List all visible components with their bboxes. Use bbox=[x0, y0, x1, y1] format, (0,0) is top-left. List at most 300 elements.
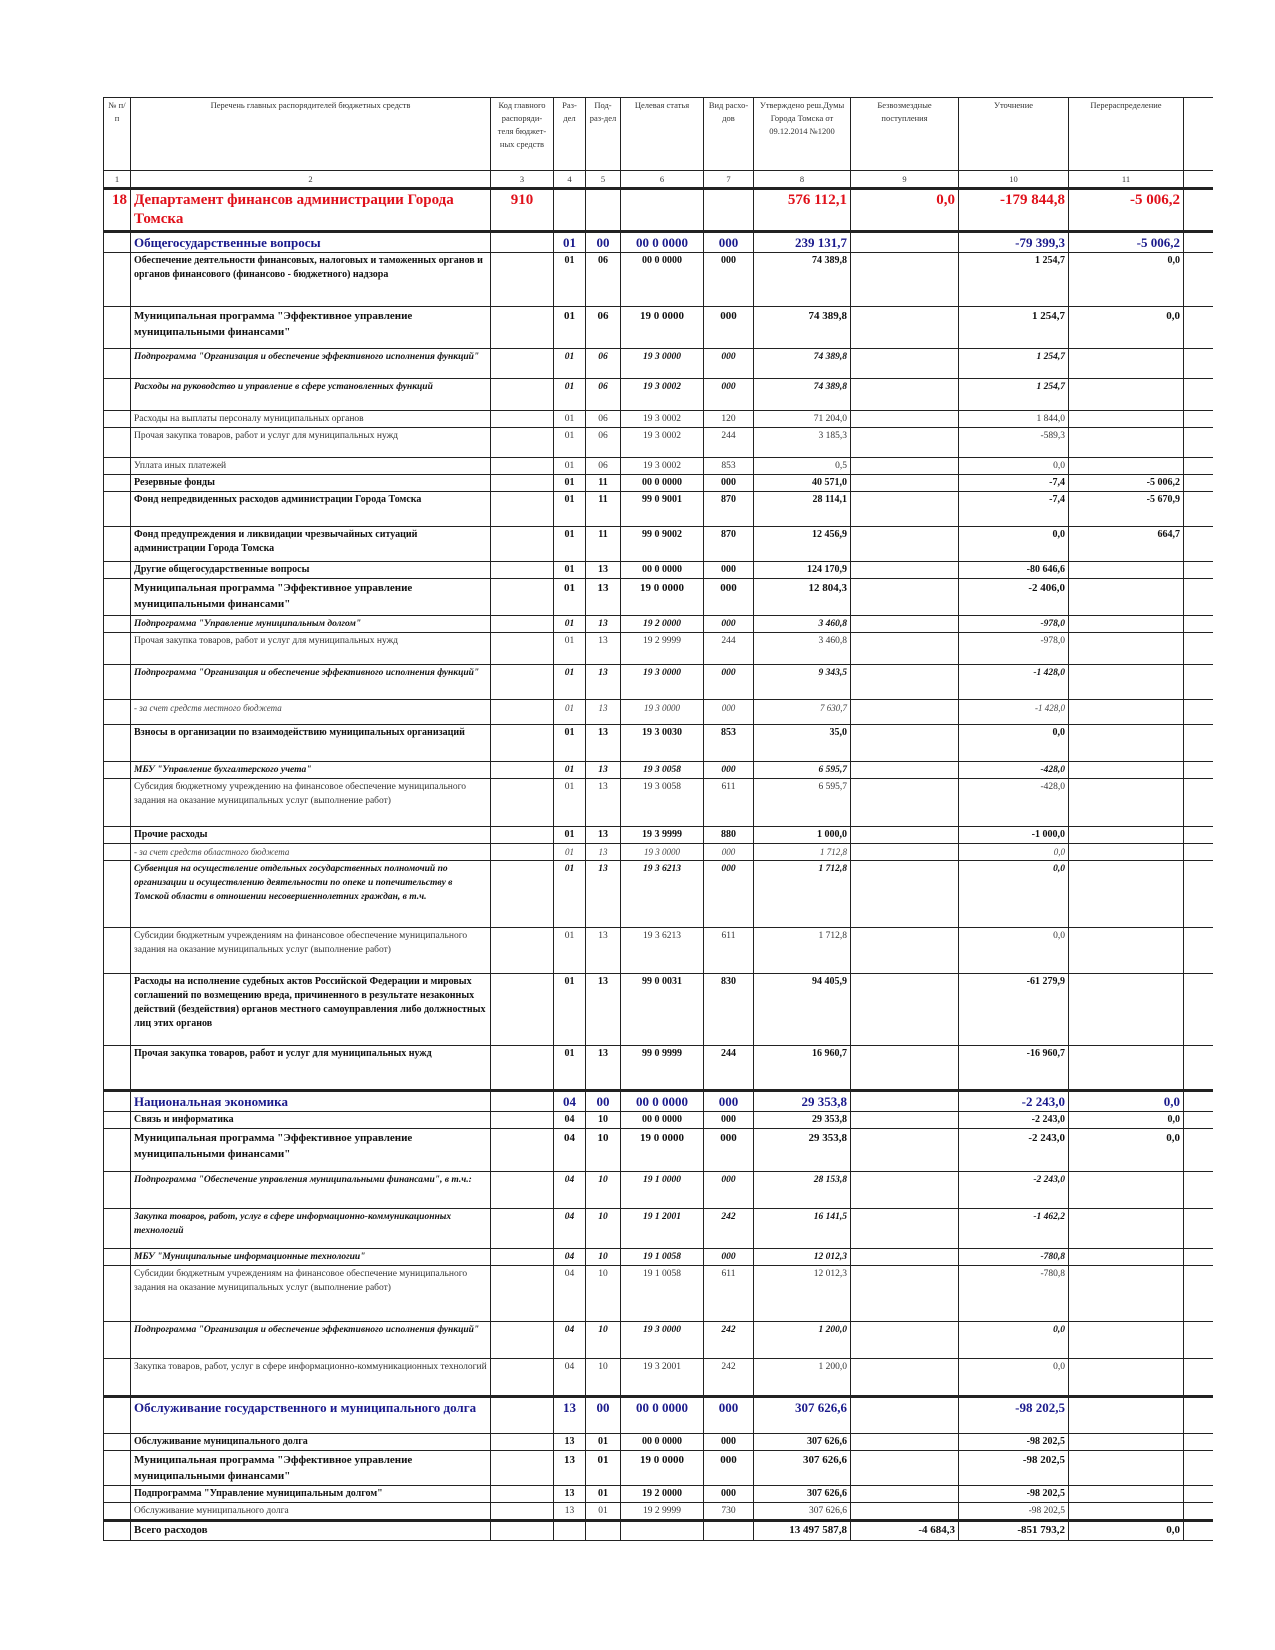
target-article: 19 1 0058 bbox=[621, 1266, 704, 1322]
truncated-column-cell bbox=[1184, 253, 1213, 307]
redistribution-amount bbox=[1069, 1249, 1184, 1266]
expense-type: 000 bbox=[704, 253, 754, 307]
column-header bbox=[1184, 98, 1213, 171]
target-article: 00 0 0000 bbox=[621, 232, 704, 253]
adjustment-amount: -61 279,9 bbox=[959, 974, 1069, 1046]
adjustment-amount: -7,4 bbox=[959, 475, 1069, 492]
admin-code bbox=[491, 762, 554, 779]
subsection-code: 13 bbox=[586, 827, 621, 844]
grant-receipts bbox=[851, 1486, 959, 1503]
table-body bbox=[104, 189, 1213, 1541]
target-article: 19 3 0002 bbox=[621, 379, 704, 411]
row-number bbox=[104, 1521, 131, 1541]
approved-amount: 28 153,8 bbox=[754, 1172, 851, 1209]
table-row bbox=[104, 665, 1213, 700]
table-row bbox=[104, 1359, 1213, 1397]
approved-amount: 74 389,8 bbox=[754, 379, 851, 411]
subsection-code: 11 bbox=[586, 527, 621, 562]
grant-receipts bbox=[851, 665, 959, 700]
truncated-column-cell bbox=[1184, 307, 1213, 349]
table-row bbox=[104, 633, 1213, 665]
section-code: 01 bbox=[554, 232, 586, 253]
table-row bbox=[104, 428, 1213, 458]
admin-code bbox=[491, 232, 554, 253]
target-article: 19 2 9999 bbox=[621, 1503, 704, 1521]
section-code: 01 bbox=[554, 579, 586, 616]
section-code: 01 bbox=[554, 762, 586, 779]
truncated-column-cell bbox=[1184, 527, 1213, 562]
row-name: Расходы на руководство и управление в сфере установленных функций bbox=[131, 379, 491, 411]
adjustment-amount: -7,4 bbox=[959, 492, 1069, 527]
approved-amount: 71 204,0 bbox=[754, 411, 851, 428]
column-number: 10 bbox=[959, 171, 1069, 189]
admin-code bbox=[491, 616, 554, 633]
truncated-column-cell bbox=[1184, 974, 1213, 1046]
redistribution-amount bbox=[1069, 844, 1184, 861]
redistribution-amount bbox=[1069, 1486, 1184, 1503]
redistribution-amount bbox=[1069, 779, 1184, 827]
section-code: 04 bbox=[554, 1172, 586, 1209]
section-code: 01 bbox=[554, 562, 586, 579]
redistribution-amount: -5 006,2 bbox=[1069, 189, 1184, 232]
column-header: Целевая статья bbox=[621, 98, 704, 171]
admin-code: 910 bbox=[491, 189, 554, 232]
row-number bbox=[104, 1091, 131, 1112]
row-number bbox=[104, 1451, 131, 1486]
budget-table bbox=[103, 97, 1213, 1541]
row-name: Закупка товаров, работ, услуг в сфере информационно-коммуникационных технологий bbox=[131, 1209, 491, 1249]
truncated-column-cell bbox=[1184, 428, 1213, 458]
expense-type: 244 bbox=[704, 633, 754, 665]
admin-code bbox=[491, 1359, 554, 1397]
row-name: Подпрограмма "Организация и обеспечение эффективного исполнения функций" bbox=[131, 349, 491, 379]
grant-receipts bbox=[851, 1172, 959, 1209]
expense-type: 000 bbox=[704, 1397, 754, 1434]
target-article: 19 0 0000 bbox=[621, 307, 704, 349]
expense-type: 880 bbox=[704, 827, 754, 844]
redistribution-amount bbox=[1069, 349, 1184, 379]
expense-type: 000 bbox=[704, 762, 754, 779]
section-code: 01 bbox=[554, 411, 586, 428]
row-name: Департамент финансов администрации Города Томска bbox=[131, 189, 491, 232]
truncated-column-cell bbox=[1184, 616, 1213, 633]
truncated-column-cell bbox=[1184, 1112, 1213, 1129]
expense-type: 000 bbox=[704, 665, 754, 700]
target-article: 19 2 9999 bbox=[621, 633, 704, 665]
table-row bbox=[104, 844, 1213, 861]
truncated-column-cell bbox=[1184, 1172, 1213, 1209]
row-name: Подпрограмма "Управление муниципальным долгом" bbox=[131, 1486, 491, 1503]
approved-amount: 94 405,9 bbox=[754, 974, 851, 1046]
row-name: Общегосударственные вопросы bbox=[131, 232, 491, 253]
adjustment-amount: -2 243,0 bbox=[959, 1091, 1069, 1112]
row-name: Национальная экономика bbox=[131, 1091, 491, 1112]
expense-type: 000 bbox=[704, 307, 754, 349]
target-article: 19 3 9999 bbox=[621, 827, 704, 844]
subsection-code bbox=[586, 189, 621, 232]
row-number bbox=[104, 1359, 131, 1397]
subsection-code bbox=[586, 1521, 621, 1541]
truncated-column-cell bbox=[1184, 1434, 1213, 1451]
truncated-column-cell bbox=[1184, 475, 1213, 492]
subsection-code: 13 bbox=[586, 779, 621, 827]
redistribution-amount bbox=[1069, 379, 1184, 411]
admin-code bbox=[491, 307, 554, 349]
row-number bbox=[104, 779, 131, 827]
grant-receipts bbox=[851, 253, 959, 307]
adjustment-amount: -428,0 bbox=[959, 762, 1069, 779]
table-row bbox=[104, 349, 1213, 379]
grant-receipts bbox=[851, 974, 959, 1046]
adjustment-amount: -179 844,8 bbox=[959, 189, 1069, 232]
table-row bbox=[104, 1172, 1213, 1209]
column-number: 9 bbox=[851, 171, 959, 189]
grant-receipts bbox=[851, 1129, 959, 1172]
expense-type: 870 bbox=[704, 527, 754, 562]
subsection-code: 06 bbox=[586, 428, 621, 458]
subsection-code: 13 bbox=[586, 562, 621, 579]
adjustment-amount: -780,8 bbox=[959, 1266, 1069, 1322]
row-name: Другие общегосударственные вопросы bbox=[131, 562, 491, 579]
row-number: 18 bbox=[104, 189, 131, 232]
adjustment-amount: -2 243,0 bbox=[959, 1112, 1069, 1129]
redistribution-amount bbox=[1069, 665, 1184, 700]
target-article: 00 0 0000 bbox=[621, 1397, 704, 1434]
row-number bbox=[104, 1172, 131, 1209]
subsection-code: 13 bbox=[586, 1046, 621, 1091]
grant-receipts bbox=[851, 1503, 959, 1521]
grant-receipts bbox=[851, 779, 959, 827]
truncated-column-cell bbox=[1184, 1521, 1213, 1541]
row-name: Субсидии бюджетным учреждениям на финансовое обеспечение муниципального задания на оказание муниципальных услуг (выполнение работ) bbox=[131, 1266, 491, 1322]
approved-amount: 29 353,8 bbox=[754, 1091, 851, 1112]
subsection-code: 06 bbox=[586, 458, 621, 475]
approved-amount: 9 343,5 bbox=[754, 665, 851, 700]
section-code: 01 bbox=[554, 779, 586, 827]
row-number bbox=[104, 349, 131, 379]
truncated-column-cell bbox=[1184, 1249, 1213, 1266]
admin-code bbox=[491, 527, 554, 562]
row-name: Фонд предупреждения и ликвидации чрезвычайных ситуаций администрации Города Томска bbox=[131, 527, 491, 562]
column-number: 3 bbox=[491, 171, 554, 189]
adjustment-amount: -1 000,0 bbox=[959, 827, 1069, 844]
approved-amount: 74 389,8 bbox=[754, 307, 851, 349]
target-article: 19 3 0002 bbox=[621, 411, 704, 428]
approved-amount: 239 131,7 bbox=[754, 232, 851, 253]
admin-code bbox=[491, 1129, 554, 1172]
expense-type: 000 bbox=[704, 1172, 754, 1209]
target-article: 00 0 0000 bbox=[621, 475, 704, 492]
grant-receipts bbox=[851, 700, 959, 725]
truncated-column-cell bbox=[1184, 844, 1213, 861]
row-number bbox=[104, 1503, 131, 1521]
grant-receipts bbox=[851, 844, 959, 861]
adjustment-amount: -2 406,0 bbox=[959, 579, 1069, 616]
target-article: 99 0 9001 bbox=[621, 492, 704, 527]
grant-receipts bbox=[851, 1046, 959, 1091]
row-number bbox=[104, 458, 131, 475]
expense-type: 000 bbox=[704, 1451, 754, 1486]
expense-type: 000 bbox=[704, 1486, 754, 1503]
expense-type: 000 bbox=[704, 1112, 754, 1129]
table-row bbox=[104, 1434, 1213, 1451]
approved-amount: 28 114,1 bbox=[754, 492, 851, 527]
row-name: Субвенция на осуществление отдельных государственных полномочий по организации и осуществлению деятельности по опеке и попечительству в Томской области в отношении несовершеннолетних граждан, в т.ч. bbox=[131, 861, 491, 928]
approved-amount: 1 712,8 bbox=[754, 844, 851, 861]
grant-receipts bbox=[851, 527, 959, 562]
adjustment-amount: 0,0 bbox=[959, 1359, 1069, 1397]
adjustment-amount: -1 428,0 bbox=[959, 700, 1069, 725]
table-row bbox=[104, 189, 1213, 232]
target-article: 00 0 0000 bbox=[621, 1434, 704, 1451]
truncated-column-cell bbox=[1184, 562, 1213, 579]
redistribution-amount bbox=[1069, 827, 1184, 844]
section-code: 01 bbox=[554, 928, 586, 974]
truncated-column-cell bbox=[1184, 1451, 1213, 1486]
row-name: Резервные фонды bbox=[131, 475, 491, 492]
admin-code bbox=[491, 428, 554, 458]
expense-type: 000 bbox=[704, 861, 754, 928]
header-row bbox=[104, 98, 1213, 171]
section-code: 01 bbox=[554, 527, 586, 562]
redistribution-amount: -5 670,9 bbox=[1069, 492, 1184, 527]
truncated-column-cell bbox=[1184, 861, 1213, 928]
approved-amount: 1 000,0 bbox=[754, 827, 851, 844]
truncated-column-cell bbox=[1184, 1046, 1213, 1091]
adjustment-amount: -98 202,5 bbox=[959, 1451, 1069, 1486]
target-article: 99 0 9002 bbox=[621, 527, 704, 562]
expense-type: 000 bbox=[704, 379, 754, 411]
subsection-code: 13 bbox=[586, 725, 621, 762]
expense-type: 730 bbox=[704, 1503, 754, 1521]
grant-receipts bbox=[851, 349, 959, 379]
table-row bbox=[104, 861, 1213, 928]
section-code: 04 bbox=[554, 1322, 586, 1359]
table-row bbox=[104, 379, 1213, 411]
subsection-code: 10 bbox=[586, 1266, 621, 1322]
section-code: 04 bbox=[554, 1129, 586, 1172]
row-number bbox=[104, 633, 131, 665]
row-number bbox=[104, 844, 131, 861]
admin-code bbox=[491, 1434, 554, 1451]
target-article: 19 3 2001 bbox=[621, 1359, 704, 1397]
table-row bbox=[104, 1129, 1213, 1172]
admin-code bbox=[491, 1266, 554, 1322]
admin-code bbox=[491, 633, 554, 665]
adjustment-amount: -780,8 bbox=[959, 1249, 1069, 1266]
row-number bbox=[104, 861, 131, 928]
table-row bbox=[104, 616, 1213, 633]
table-row bbox=[104, 1322, 1213, 1359]
admin-code bbox=[491, 861, 554, 928]
truncated-column-cell bbox=[1184, 633, 1213, 665]
column-header: Код главного распоряди-теля бюджет-ных средств bbox=[491, 98, 554, 171]
row-name: Муниципальная программа "Эффективное управление муниципальными финансами" bbox=[131, 579, 491, 616]
row-number bbox=[104, 928, 131, 974]
adjustment-amount: 1 844,0 bbox=[959, 411, 1069, 428]
approved-amount: 1 712,8 bbox=[754, 861, 851, 928]
row-name: МБУ "Управление бухгалтерского учета" bbox=[131, 762, 491, 779]
grant-receipts bbox=[851, 379, 959, 411]
row-number bbox=[104, 1266, 131, 1322]
section-code: 01 bbox=[554, 616, 586, 633]
row-name: Всего расходов bbox=[131, 1521, 491, 1541]
approved-amount: 6 595,7 bbox=[754, 762, 851, 779]
approved-amount: 16 141,5 bbox=[754, 1209, 851, 1249]
approved-amount: 307 626,6 bbox=[754, 1434, 851, 1451]
target-article: 00 0 0000 bbox=[621, 253, 704, 307]
table-row bbox=[104, 458, 1213, 475]
row-name: Прочая закупка товаров, работ и услуг для муниципальных нужд bbox=[131, 1046, 491, 1091]
subsection-code: 13 bbox=[586, 861, 621, 928]
section-code: 01 bbox=[554, 861, 586, 928]
truncated-column-cell bbox=[1184, 189, 1213, 232]
adjustment-amount: 1 254,7 bbox=[959, 253, 1069, 307]
redistribution-amount bbox=[1069, 1266, 1184, 1322]
adjustment-amount: -1 428,0 bbox=[959, 665, 1069, 700]
approved-amount: 307 626,6 bbox=[754, 1397, 851, 1434]
column-number bbox=[1184, 171, 1213, 189]
expense-type: 000 bbox=[704, 700, 754, 725]
adjustment-amount: -428,0 bbox=[959, 779, 1069, 827]
truncated-column-cell bbox=[1184, 349, 1213, 379]
row-name: Обслуживание муниципального долга bbox=[131, 1434, 491, 1451]
redistribution-amount bbox=[1069, 562, 1184, 579]
target-article: 19 3 0000 bbox=[621, 349, 704, 379]
subsection-code: 00 bbox=[586, 1091, 621, 1112]
admin-code bbox=[491, 1091, 554, 1112]
column-header: Уточнение bbox=[959, 98, 1069, 171]
row-name: Прочая закупка товаров, работ и услуг для муниципальных нужд bbox=[131, 633, 491, 665]
subsection-code: 10 bbox=[586, 1112, 621, 1129]
grant-receipts bbox=[851, 861, 959, 928]
row-number bbox=[104, 428, 131, 458]
subsection-code: 13 bbox=[586, 762, 621, 779]
column-header: Утверждено реш.Думы Города Томска от 09.12.2014 №1200 bbox=[754, 98, 851, 171]
column-header: Перераспределение bbox=[1069, 98, 1184, 171]
redistribution-amount: -5 006,2 bbox=[1069, 232, 1184, 253]
approved-amount: 40 571,0 bbox=[754, 475, 851, 492]
subsection-code: 10 bbox=[586, 1359, 621, 1397]
admin-code bbox=[491, 579, 554, 616]
column-header: Раз-дел bbox=[554, 98, 586, 171]
column-number: 6 bbox=[621, 171, 704, 189]
truncated-column-cell bbox=[1184, 1129, 1213, 1172]
row-number bbox=[104, 1209, 131, 1249]
admin-code bbox=[491, 1112, 554, 1129]
grant-receipts bbox=[851, 1434, 959, 1451]
target-article: 99 0 9999 bbox=[621, 1046, 704, 1091]
row-name: Муниципальная программа "Эффективное управление муниципальными финансами" bbox=[131, 307, 491, 349]
row-number bbox=[104, 562, 131, 579]
approved-amount: 12 804,3 bbox=[754, 579, 851, 616]
admin-code bbox=[491, 1172, 554, 1209]
adjustment-amount: -1 462,2 bbox=[959, 1209, 1069, 1249]
subsection-code: 13 bbox=[586, 579, 621, 616]
section-code: 01 bbox=[554, 428, 586, 458]
column-header: Вид расхо-дов bbox=[704, 98, 754, 171]
section-code: 13 bbox=[554, 1451, 586, 1486]
section-code: 01 bbox=[554, 492, 586, 527]
expense-type: 242 bbox=[704, 1322, 754, 1359]
grant-receipts bbox=[851, 1091, 959, 1112]
target-article: 19 1 2001 bbox=[621, 1209, 704, 1249]
subsection-code: 10 bbox=[586, 1129, 621, 1172]
admin-code bbox=[491, 1486, 554, 1503]
truncated-column-cell bbox=[1184, 700, 1213, 725]
expense-type: 611 bbox=[704, 779, 754, 827]
admin-code bbox=[491, 1397, 554, 1434]
expense-type: 000 bbox=[704, 1129, 754, 1172]
subsection-code: 01 bbox=[586, 1434, 621, 1451]
grant-receipts bbox=[851, 458, 959, 475]
row-name: Подпрограмма "Управление муниципальным долгом" bbox=[131, 616, 491, 633]
approved-amount: 307 626,6 bbox=[754, 1503, 851, 1521]
adjustment-amount: 0,0 bbox=[959, 928, 1069, 974]
adjustment-amount: 0,0 bbox=[959, 458, 1069, 475]
table-row bbox=[104, 700, 1213, 725]
admin-code bbox=[491, 1521, 554, 1541]
adjustment-amount: 1 254,7 bbox=[959, 307, 1069, 349]
row-name: Фонд непредвиденных расходов администрации Города Томска bbox=[131, 492, 491, 527]
row-number bbox=[104, 1322, 131, 1359]
expense-type: 000 bbox=[704, 1249, 754, 1266]
row-number bbox=[104, 411, 131, 428]
admin-code bbox=[491, 379, 554, 411]
target-article: 19 1 0000 bbox=[621, 1172, 704, 1209]
expense-type: 000 bbox=[704, 1434, 754, 1451]
adjustment-amount: -978,0 bbox=[959, 633, 1069, 665]
row-number bbox=[104, 616, 131, 633]
row-number bbox=[104, 232, 131, 253]
expense-type bbox=[704, 189, 754, 232]
target-article: 99 0 0031 bbox=[621, 974, 704, 1046]
redistribution-amount bbox=[1069, 928, 1184, 974]
table-row bbox=[104, 762, 1213, 779]
grant-receipts bbox=[851, 1266, 959, 1322]
approved-amount: 12 456,9 bbox=[754, 527, 851, 562]
table-row bbox=[104, 1249, 1213, 1266]
table-row bbox=[104, 779, 1213, 827]
redistribution-amount bbox=[1069, 1503, 1184, 1521]
expense-type: 000 bbox=[704, 562, 754, 579]
table-row bbox=[104, 1521, 1213, 1541]
subsection-code: 13 bbox=[586, 844, 621, 861]
redistribution-amount bbox=[1069, 633, 1184, 665]
row-number bbox=[104, 579, 131, 616]
adjustment-amount: -2 243,0 bbox=[959, 1172, 1069, 1209]
admin-code bbox=[491, 1046, 554, 1091]
grant-receipts bbox=[851, 428, 959, 458]
row-number bbox=[104, 1129, 131, 1172]
table-row bbox=[104, 1266, 1213, 1322]
admin-code bbox=[491, 665, 554, 700]
row-name: Муниципальная программа "Эффективное управление муниципальными финансами" bbox=[131, 1451, 491, 1486]
table-row bbox=[104, 1046, 1213, 1091]
table-row bbox=[104, 1091, 1213, 1112]
admin-code bbox=[491, 458, 554, 475]
target-article: 19 3 6213 bbox=[621, 861, 704, 928]
row-number bbox=[104, 827, 131, 844]
adjustment-amount: -851 793,2 bbox=[959, 1521, 1069, 1541]
row-name: Прочая закупка товаров, работ и услуг для муниципальных нужд bbox=[131, 428, 491, 458]
expense-type: 000 bbox=[704, 232, 754, 253]
expense-type: 611 bbox=[704, 1266, 754, 1322]
target-article: 19 3 0058 bbox=[621, 762, 704, 779]
adjustment-amount: 0,0 bbox=[959, 527, 1069, 562]
approved-amount: 12 012,3 bbox=[754, 1249, 851, 1266]
admin-code bbox=[491, 1451, 554, 1486]
